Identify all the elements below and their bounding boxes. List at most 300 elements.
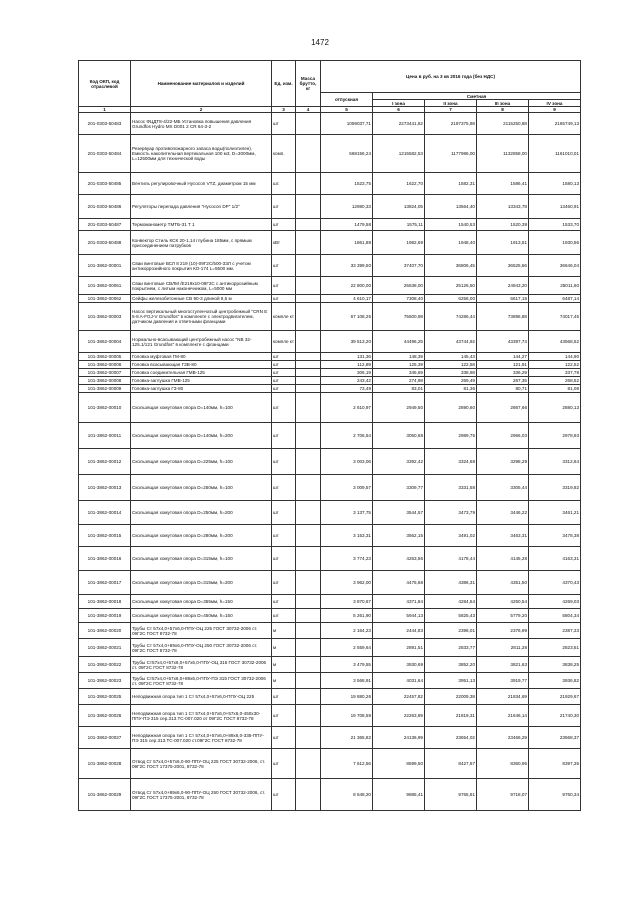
row-price-release: 3 009,57 — [321, 475, 373, 501]
row-price-zone-1: 345,69 — [373, 369, 425, 377]
row-price-zone-2: 3491,02 — [425, 525, 477, 547]
table-row — [79, 501, 581, 525]
header-release: отпускная — [321, 93, 373, 107]
row-price-zone-2: 6256,00 — [425, 295, 477, 303]
row-price-zone-3: 3463,31 — [477, 525, 529, 547]
row-price-zone-1: 3050,68 — [373, 423, 425, 449]
row-price-zone-4: 3312,64 — [529, 449, 581, 475]
row-price-zone-4: 2880,13 — [529, 393, 581, 423]
row-mass — [296, 609, 321, 623]
table-row — [79, 749, 581, 779]
row-code: 101-3862-00014 — [79, 501, 131, 525]
row-price-zone-3: 336,29 — [477, 369, 529, 377]
row-mass — [296, 727, 321, 749]
row-price-release: 12980,33 — [321, 195, 373, 219]
table-row — [79, 369, 581, 377]
row-price-release: 67 108,25 — [321, 303, 373, 331]
header-name: Наименование материалов и изделий — [131, 61, 272, 107]
row-name: Скользящая хомутовая опора D=315мм, h=100 — [131, 547, 272, 571]
row-price-zone-4: 1533,70 — [529, 219, 581, 231]
row-price-zone-1: 4475,68 — [373, 571, 425, 595]
row-price-zone-2: 3852,20 — [425, 657, 477, 673]
row-price-zone-1: 148,39 — [373, 353, 425, 361]
row-name: Скользящая хомутовая опора D=250мм, h=100 — [131, 475, 272, 501]
row-price-zone-2: 3951,13 — [425, 673, 477, 689]
row-unit: шт — [272, 705, 296, 727]
row-price-zone-4: 2387,33 — [529, 623, 581, 639]
row-mass — [296, 195, 321, 219]
row-code: 201-0303-50487 — [79, 219, 131, 231]
table-row — [79, 525, 581, 547]
row-name: Сваи винтовые ВСЛ 8 219 (10)-09Г2С/500-З3Л с учетом антикоррозийного покрытия КО-174 L=5500 мм. — [131, 255, 272, 277]
row-code: 101-3862-00021 — [79, 639, 131, 657]
row-price-zone-1: 125,39 — [373, 361, 425, 369]
row-price-zone-2: 145,43 — [425, 353, 477, 361]
row-unit: шт — [272, 423, 296, 449]
row-code: 101-3862-00005 — [79, 353, 131, 361]
row-name: Головка всасывающая ГЗВ-80 — [131, 361, 272, 369]
row-price-zone-3: 13343,78 — [477, 195, 529, 219]
row-name: Вентиль регулировочный Hycocon VTZ, диаметром 15 мм — [131, 173, 272, 195]
row-price-release: 2 559,64 — [321, 639, 373, 657]
table-row — [79, 547, 581, 571]
row-mass — [296, 749, 321, 779]
row-price-zone-1: 3309,77 — [373, 475, 425, 501]
header-zone-1: I зона — [373, 100, 425, 107]
row-code: 201-0303-50483 — [79, 113, 131, 135]
row-price-zone-3: 21646,14 — [477, 705, 529, 727]
row-price-zone-1: 274,98 — [373, 377, 425, 385]
row-price-release: 2 706,54 — [321, 423, 373, 449]
table-row — [79, 571, 581, 595]
row-name: Головка-заглушка ГЗ-80 — [131, 385, 272, 393]
row-price-zone-1: 3562,15 — [373, 525, 425, 547]
column-number: 9 — [529, 107, 581, 113]
row-price-zone-2: 2833,77 — [425, 639, 477, 657]
row-price-zone-4: 4163,31 — [529, 547, 581, 571]
row-mass — [296, 449, 321, 475]
row-price-zone-4: 21740,30 — [529, 705, 581, 727]
row-code: 101-3862-00004 — [79, 331, 131, 353]
header-mass: Масса брутто, кг — [296, 61, 321, 107]
row-price-zone-1: 44496,25 — [373, 331, 425, 353]
row-price-release: 243,42 — [321, 377, 373, 385]
row-price-zone-3: 43397,74 — [477, 331, 529, 353]
row-price-zone-1: 83,01 — [373, 385, 425, 393]
row-price-zone-4: 268,52 — [529, 377, 581, 385]
row-name: Скользящая хомутовая опора D=225мм, h=100 — [131, 449, 272, 475]
row-code: 101-3862-00062 — [79, 295, 131, 303]
table-row — [79, 135, 581, 173]
row-price-release: 568156,24 — [321, 135, 373, 173]
row-price-zone-3: 1913,81 — [477, 231, 529, 255]
table-row — [79, 689, 581, 705]
table-row — [79, 595, 581, 609]
row-price-zone-2: 4284,54 — [425, 595, 477, 609]
row-price-zone-3: 3919,77 — [477, 673, 529, 689]
header-zone-3: III зона — [477, 100, 529, 107]
row-code: 101-3862-00022 — [79, 657, 131, 673]
row-price-zone-2: 5825,43 — [425, 609, 477, 623]
row-code: 101-3862-00023 — [79, 673, 131, 689]
row-name: Трубы Ст 57х4,0+57х6,0-ППУ-ОЦ 225 ГОСТ 30732-2006 ст. 09Г2С ГОСТ 8732-78 — [131, 623, 272, 639]
row-price-zone-4: 25011,60 — [529, 277, 581, 295]
table-row — [79, 657, 581, 673]
row-unit: шт — [272, 295, 296, 303]
row-price-zone-4: 1930,56 — [529, 231, 581, 255]
row-price-release: 3 153,31 — [321, 525, 373, 547]
row-price-zone-4: 21929,67 — [529, 689, 581, 705]
column-number: 2 — [131, 107, 272, 113]
row-price-release: 3 568,91 — [321, 673, 373, 689]
row-mass — [296, 295, 321, 303]
row-price-zone-2: 13564,40 — [425, 195, 477, 219]
row-code: 101-3862-00009 — [79, 385, 131, 393]
row-price-zone-1: 22457,82 — [373, 689, 425, 705]
row-price-zone-4: 3478,38 — [529, 525, 581, 547]
row-price-zone-3: 1586,41 — [477, 173, 529, 195]
row-price-zone-4: 1580,13 — [529, 173, 581, 195]
row-price-zone-1: 2444,83 — [373, 623, 425, 639]
row-price-release: 1523,75 — [321, 173, 373, 195]
table-row — [79, 113, 581, 135]
row-price-zone-1: 2891,51 — [373, 639, 425, 657]
row-price-zone-4: 36646,04 — [529, 255, 581, 277]
row-name: Скользящая хомутовая опора D=315мм, h=200 — [131, 571, 272, 595]
row-price-zone-2: 2396,01 — [425, 623, 477, 639]
row-unit: м — [272, 623, 296, 639]
table-row — [79, 727, 581, 749]
row-name: Термоманометр ТМТБ-31 Т 1 — [131, 219, 272, 231]
row-unit: шт — [272, 255, 296, 277]
column-number: 3 — [272, 107, 296, 113]
price-table — [78, 60, 581, 811]
row-name: Скользящая хомутовая опора D=450мм, h=150 — [131, 609, 272, 623]
row-mass — [296, 571, 321, 595]
row-price-zone-3: 267,35 — [477, 377, 529, 385]
row-code: 101-3862-00018 — [79, 595, 131, 609]
row-price-zone-2: 21819,31 — [425, 705, 477, 727]
row-code: 201-0303-50486 — [79, 195, 131, 219]
row-unit: комп. — [272, 135, 296, 173]
row-price-zone-4: 2978,93 — [529, 423, 581, 449]
row-price-zone-1: 1982,69 — [373, 231, 425, 255]
header-zone-4: IV зона — [529, 100, 581, 107]
row-price-zone-4: 1161010,01 — [529, 135, 581, 173]
row-name: Скользящая хомутовая опора D=280мм, h=200 — [131, 525, 272, 547]
row-unit: шт — [272, 277, 296, 295]
row-name: Неподвижная опора тип 1 Ст 57х4,0+57х6,0+57х6,0-450х30-ППУ-ПЭ 315 сер.313.ТС-007.020 от 09Г2С ГОСТ 8732-78 — [131, 705, 272, 727]
row-name: Сейфы железобетонные СВ 90-3 длиной 9,5 м — [131, 295, 272, 303]
row-price-zone-4: 3319,82 — [529, 475, 581, 501]
header-estimate: Сметная — [373, 93, 581, 100]
row-code: 101-3862-00008 — [79, 377, 131, 385]
row-price-release: 7 612,56 — [321, 749, 373, 779]
header-unit: Ед. изм. — [272, 61, 296, 107]
row-price-zone-2: 4178,44 — [425, 547, 477, 571]
row-unit: шт — [272, 595, 296, 609]
row-price-zone-3: 4145,28 — [477, 547, 529, 571]
row-price-zone-4: 23568,37 — [529, 727, 581, 749]
table-row — [79, 377, 581, 385]
row-price-zone-2: 122,58 — [425, 361, 477, 369]
row-price-zone-2: 9765,81 — [425, 779, 477, 811]
row-price-release: 131,36 — [321, 353, 373, 361]
row-name: Неподвижная опора тип 1 Ст 57х4,0+57х6,0+89х6,0-335-ППУ-ПЭ 315 сер.313.ТС-007.020 ст.09Г2С ГОСТ 8732-78 — [131, 727, 272, 749]
row-unit: кВт — [272, 231, 296, 255]
table-row — [79, 639, 581, 657]
table-row — [79, 623, 581, 639]
row-unit: шт — [272, 501, 296, 525]
row-price-zone-1: 25538,00 — [373, 277, 425, 295]
row-code: 101-3862-00019 — [79, 609, 131, 623]
row-price-zone-2: 4386,31 — [425, 571, 477, 595]
row-price-release: 73,49 — [321, 385, 373, 393]
row-code: 101-3862-00029 — [79, 779, 131, 811]
row-price-zone-2: 22009,38 — [425, 689, 477, 705]
row-mass — [296, 639, 321, 657]
row-unit: шт — [272, 385, 296, 393]
row-price-zone-1: 8599,50 — [373, 749, 425, 779]
row-price-release: 19 880,26 — [321, 689, 373, 705]
row-unit: шт — [272, 571, 296, 595]
row-unit: шт — [272, 609, 296, 623]
table-row — [79, 303, 581, 331]
row-price-zone-1: 7308,40 — [373, 295, 425, 303]
row-price-zone-4: 8397,35 — [529, 749, 581, 779]
row-code: 101-3862-00026 — [79, 705, 131, 727]
row-price-zone-3: 3298,29 — [477, 449, 529, 475]
row-price-zone-4: 6487,14 — [529, 295, 581, 303]
row-price-zone-3: 73896,88 — [477, 303, 529, 331]
row-mass — [296, 393, 321, 423]
row-price-release: 4 610,17 — [321, 295, 373, 303]
table-row — [79, 219, 581, 231]
row-code: 201-0303-50488 — [79, 231, 131, 255]
row-code: 101-3862-00011 — [79, 423, 131, 449]
column-number: 4 — [296, 107, 321, 113]
row-price-zone-1: 4263,56 — [373, 547, 425, 571]
row-mass — [296, 377, 321, 385]
row-mass — [296, 135, 321, 173]
table-row — [79, 255, 581, 277]
row-code: 201-0303-50485 — [79, 173, 131, 195]
row-price-zone-4: 2823,51 — [529, 639, 581, 657]
row-unit: м — [272, 639, 296, 657]
row-price-zone-3: 8360,96 — [477, 749, 529, 779]
header-price-title: Цена в руб. на 3 кв 2016 года (без НДС) — [321, 61, 581, 93]
row-unit: шт — [272, 525, 296, 547]
table-row — [79, 393, 581, 423]
row-mass — [296, 547, 321, 571]
table-row — [79, 173, 581, 195]
table-row — [79, 423, 581, 449]
row-mass — [296, 475, 321, 501]
row-price-zone-4: 9760,34 — [529, 779, 581, 811]
row-price-zone-3: 5779,20 — [477, 609, 529, 623]
row-unit: шт. — [272, 173, 296, 195]
row-unit: шт — [272, 779, 296, 811]
row-unit: шт — [272, 361, 296, 369]
row-mass — [296, 673, 321, 689]
row-mass — [296, 779, 321, 811]
row-price-zone-2: 1948,40 — [425, 231, 477, 255]
column-number: 7 — [425, 107, 477, 113]
row-mass — [296, 255, 321, 277]
row-code: 101-3862-00003 — [79, 303, 131, 331]
row-price-zone-4: 3936,82 — [529, 673, 581, 689]
table-row — [79, 361, 581, 369]
row-name: Трубы Ст57х4,0+57х6,0+89х6,0-ППУ-ПЭ 315 ГОСТ 30732-2006 ст. 09Г2С ГОСТ 8732-78 — [131, 673, 272, 689]
row-price-zone-1: 1622,70 — [373, 173, 425, 195]
row-price-zone-3: 80,71 — [477, 385, 529, 393]
row-unit: м — [272, 673, 296, 689]
row-unit: компле кт — [272, 331, 296, 353]
row-name: Резервуар противопожарного запаса воды(полиэтилен). Емкость накопительная вертикальная 100 м3, D=3000мм, L=12500мм для технической воды — [131, 135, 272, 173]
row-price-release: 5 261,90 — [321, 609, 373, 623]
row-price-zone-1: 2949,50 — [373, 393, 425, 423]
row-price-zone-4: 13460,91 — [529, 195, 581, 219]
column-number: 5 — [321, 107, 373, 113]
row-price-release: 2 164,23 — [321, 623, 373, 639]
row-price-zone-1: 3544,57 — [373, 501, 425, 525]
header-code: Код ОКП, код отраслевой — [79, 61, 131, 107]
row-mass — [296, 423, 321, 449]
row-mass — [296, 113, 321, 135]
row-price-zone-4: 5804,34 — [529, 609, 581, 623]
row-code: 101-3862-00027 — [79, 727, 131, 749]
row-mass — [296, 501, 321, 525]
row-price-zone-3: 36525,56 — [477, 255, 529, 277]
column-number: 1 — [79, 107, 131, 113]
row-unit: шт — [272, 353, 296, 361]
row-name: Насос ФЦДТ8-4/22-МБ Установка повышения давления Grundfos Hydro MX D001 2 CR 64-3-2 — [131, 113, 272, 135]
row-unit: шт — [272, 689, 296, 705]
row-price-zone-3: 3305,44 — [477, 475, 529, 501]
row-code: 101-3862-00001 — [79, 255, 131, 277]
row-mass — [296, 361, 321, 369]
row-unit: шт — [272, 377, 296, 385]
row-price-zone-2: 43744,92 — [425, 331, 477, 353]
row-price-zone-2: 1177986,00 — [425, 135, 477, 173]
row-price-zone-2: 338,98 — [425, 369, 477, 377]
row-name: Неподвижная опора тип 1 Ст 57х4,0+57х6,0-ППУ-ОЦ 225 — [131, 689, 272, 705]
row-price-release: 3 137,75 — [321, 501, 373, 525]
row-price-release: 3 479,55 — [321, 657, 373, 673]
page-number: 1472 — [311, 38, 329, 47]
row-mass — [296, 705, 321, 727]
row-unit: шт — [272, 449, 296, 475]
row-price-release: 306,19 — [321, 369, 373, 377]
row-price-zone-2: 8427,87 — [425, 749, 477, 779]
row-price-zone-3: 3446,22 — [477, 501, 529, 525]
row-price-zone-3: 2115250,88 — [477, 113, 529, 135]
row-mass — [296, 689, 321, 705]
row-price-zone-3: 9718,07 — [477, 779, 529, 811]
row-price-zone-4: 2165749,13 — [529, 113, 581, 135]
row-price-release: 19 708,59 — [321, 705, 373, 727]
row-code: 101-3862-00012 — [79, 449, 131, 475]
row-price-zone-1: 24136,99 — [373, 727, 425, 749]
row-name: Нормально-всасывающий центробежный насос "NB 32-125.1/121 Grundfos" в комплекте с фланцами — [131, 331, 272, 353]
row-price-zone-1: 22263,89 — [373, 705, 425, 727]
row-name: Регуляторы перепада давления "Hycocon DP" 1/2" — [131, 195, 272, 219]
row-price-zone-3: 4351,50 — [477, 571, 529, 595]
row-price-zone-3: 23466,29 — [477, 727, 529, 749]
row-mass — [296, 595, 321, 609]
row-price-release: 21 365,82 — [321, 727, 373, 749]
row-mass — [296, 331, 321, 353]
row-name: Скользящая хомутовая опора D=140мм, h=200 — [131, 423, 272, 449]
row-name: Отвод Ст 57х4,0+57х6,0-90-ППУ-ОЦ 225 ГОСТ 30732-2006, ст. 09Г2С ГОСТ 17375-2001, 8732-78 — [131, 749, 272, 779]
row-name: Скользящая хомутовая опора D=355мм, h=150 — [131, 595, 272, 609]
row-price-zone-1: 1215582,53 — [373, 135, 425, 173]
column-number: 8 — [477, 107, 529, 113]
row-price-release: 2 610,97 — [321, 393, 373, 423]
table-row — [79, 277, 581, 295]
row-mass — [296, 369, 321, 377]
row-name: Скользящая хомутовая опора D=140мм, h=100 — [131, 393, 272, 423]
row-price-zone-1: 4031,64 — [373, 673, 425, 689]
row-unit: м — [272, 657, 296, 673]
row-mass — [296, 525, 321, 547]
row-price-zone-2: 2197375,98 — [425, 113, 477, 135]
row-price-zone-4: 337,78 — [529, 369, 581, 377]
row-name: Головка муфтовая ГМ-80 — [131, 353, 272, 361]
row-name: Насос вертикальный многоступенчатый центробежный "CRN E 5-8 A-FGJ-V Grundfos" в комплекте с электродвигателем, датчиком давления и ответными фланцами — [131, 303, 272, 331]
row-price-zone-1: 75500,98 — [373, 303, 425, 331]
header-zone-2: II зона — [425, 100, 477, 107]
row-price-zone-2: 25126,50 — [425, 277, 477, 295]
row-mass — [296, 657, 321, 673]
row-price-zone-2: 81,36 — [425, 385, 477, 393]
row-price-zone-2: 74286,44 — [425, 303, 477, 331]
row-mass — [296, 385, 321, 393]
row-unit: шт — [272, 219, 296, 231]
row-price-zone-3: 24943,20 — [477, 277, 529, 295]
row-mass — [296, 303, 321, 331]
row-price-zone-3: 144,27 — [477, 353, 529, 361]
row-mass — [296, 353, 321, 361]
row-mass — [296, 219, 321, 231]
row-price-zone-4: 4269,03 — [529, 595, 581, 609]
row-name: Скользящая хомутовая опора D=250мм, h=200 — [131, 501, 272, 525]
row-price-zone-2: 36806,45 — [425, 255, 477, 277]
row-price-zone-3: 6617,15 — [477, 295, 529, 303]
row-name: Головка-заглушка ГМВ-125 — [131, 377, 272, 385]
row-code: 101-3862-00016 — [79, 547, 131, 571]
row-price-zone-1: 3930,69 — [373, 657, 425, 673]
column-number: 6 — [373, 107, 425, 113]
row-price-zone-4: 43568,52 — [529, 331, 581, 353]
row-price-zone-3: 2376,99 — [477, 623, 529, 639]
row-code: 101-3862-00061 — [79, 277, 131, 295]
row-code: 101-3862-00006 — [79, 361, 131, 369]
row-code: 101-3862-00013 — [79, 475, 131, 501]
row-price-zone-1: 9885,41 — [373, 779, 425, 811]
row-price-release: 3 962,00 — [321, 571, 373, 595]
table-row — [79, 353, 581, 361]
row-code: 101-3862-00020 — [79, 623, 131, 639]
row-unit: шт — [272, 749, 296, 779]
row-mass — [296, 623, 321, 639]
row-price-zone-3: 2867,66 — [477, 393, 529, 423]
row-price-zone-1: 5944,13 — [373, 609, 425, 623]
row-price-release: 1479,58 — [321, 219, 373, 231]
row-price-zone-4: 74017,45 — [529, 303, 581, 331]
table-row — [79, 779, 581, 811]
row-price-release: 1861,88 — [321, 231, 373, 255]
